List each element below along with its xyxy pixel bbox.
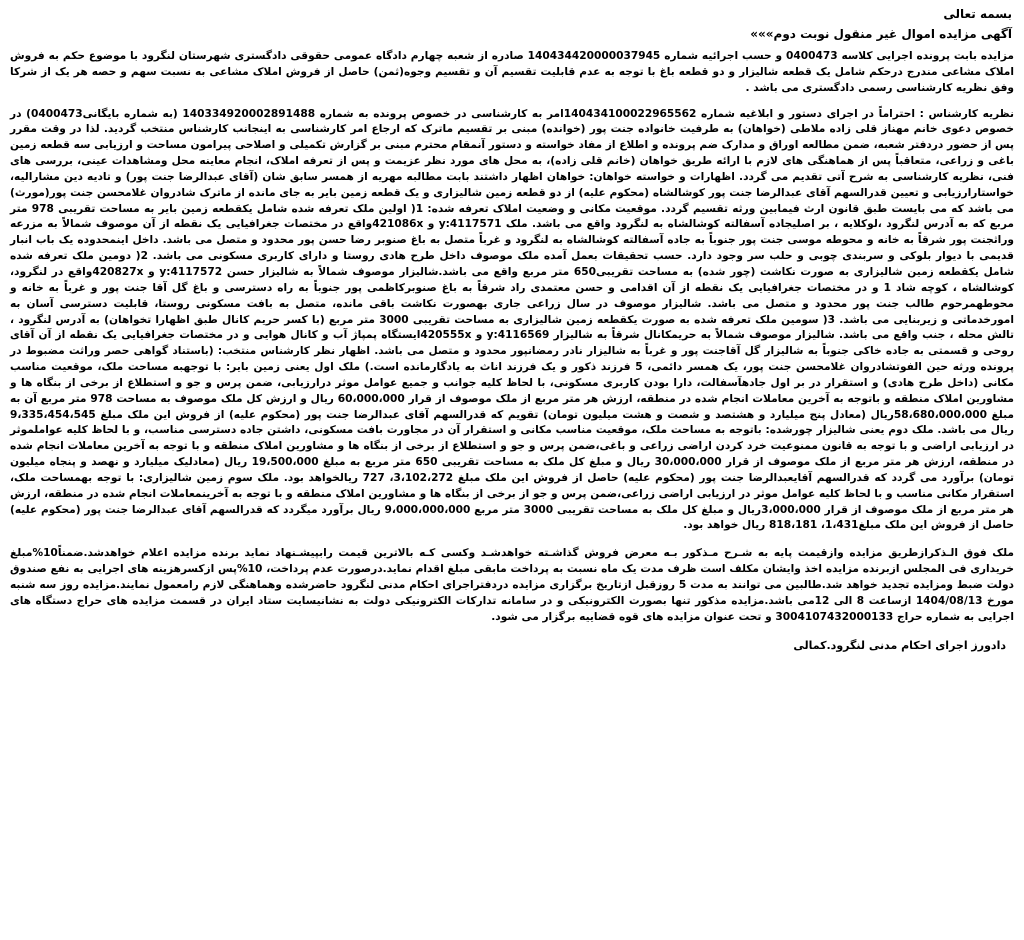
signature-line: دادورز اجرای احکام مدنی لنگرود.کمالی — [793, 638, 1006, 652]
auction-terms-paragraph: ملک فوق الـذکرازطریق مزایده وازقیمت پایه به شـرح مـذکور بـه معرض فروش گذاشـته خواهدشـد وکسی کـه بالاترین قیمت رابپیشـنهاد نماید برنده مزایده اعلام خواهدشد.ضمناً10%مبلغ خریداری فی المجلس ازبرنده مزایده اخذ وایشان مکلف است ظرف مدت یک ماه نسبت به پرداخت مابقی مبلغ اقدام نماید.درصورت عدم پرداخت، 10%پس ازکسرهزینه های اجرایی به نفع صندوق دولت ضبط ومزایده تجدید خواهد شد.طالبین می توانند به مدت 5 روزقبل ازتاریخ برگزاری مزایده دردفتراجرای احکام مدنی لنگرود حاضرشده وهماهنگی لازم رامعمول نمایند.مزایده روز سه شنبه مورخ 1404/08/13 ازساعت 8 الی 12می باشد.مزایده مذکور تنها بصورت الکترونیکی و در سامانه تدارکات الکترونیکی دولت به نشانیسایت ستاد ایران در قسمت مزایده های حراج دستگاه های اجرایی به شماره حراج 3004107432000133 و تحت عنوان مزایده های قوه قضاییه برگزار می شود. — [10, 547, 1014, 623]
auction-notice-document — [10, 0, 1014, 932]
expert-report-paragraph: نظریه کارشناس : احتراماً در اجرای دستور و ابلاغیه شماره 140434100022965562امر به کارشناسی در خصوص پرونده به شماره 140334920002891488 (به شماره بایگانی0400473) در خصوص دعوی خانم مهناز قلی زاده ملاطی (خواهان) به طرفیت خانواده جنت پور (خوانده) مبنی بر تقسیم ماترک که ارجاع امر کارشناسی به اینجانب کارشناس منتخب گردید. لذا در وقت مقرر پس از حضور دردفتر شعبه، ضمن مطالعه اوراق و مدارک ضم پرونده و اطلاع از مفاد خواسته و دستور آنمقام محترم مبنی بر گزارش تکمیلی و اصلاحی پیرامون مساحت و ارزیابی سه قطعه زمین باغی و زراعی، متعاقباً پس از هماهنگی های لازم با ارائه طریق خواهان (خانم قلی زاده)، به محل های مورد نظر عزیمت و پس از تعرفه املاک، انجام معاینه محل ومشاهدات عینی، بررسی های فنی، نظریه کارشناسی به شرح آتی تقدیم می گردد. اظهارات و خواسته خواهان: خواهان اظهار داشتند بابت مطالبه مهریه از همسر سابق شان (آقای عبدالرضا جنت پور) و تادیه دین مشارالیه، خواستارارزیابی و تعیین قدرالسهم آقای عبدالرضا جنت پور کوشالشاه (محکوم علیه) از دو قطعه زمین شالیزاری و یک قطعه زمین بایر به جای مانده از ماترک شادروان غلامحسن جنت پور(مورث) می باشد که می بایست طبق قانون ارث فیمابین ورثه تقسیم گردد. موقعیت مکانی و وضعیت املاک تعرفه شده: 1( اولین ملک تعرفه شده شامل یکقطعه زمین بایر به مساحت تقریبی 978 متر مربع که به آدرس لنگرود ،لوکلایه ، بر اصلیجاده آسفالته کوشالشاه به لنگرود واقع می باشد. ملک y:4117571 و 421086xواقع در مختصات جغرافیایی یک نقطه از آن موصوف شمالاً به مزرعه وراثجنت پور شرقاً به خانه و محوطه موسی جنت پور جنوباً به جاده آسفالته کوشالشاه به لنگرود و غرباً متصل به باغ صنوبر رضا حسن پور محدود و متصل می باشد. داخل اینمحدوده یک باب انبار قدیمی با دیوار بلوکی و سربندی چوبی و حلب سر وجود دارد. حسب تحقیقات بعمل آمده ملک موصوف داخل طرح هادی روستا و دارای کاربری مسکونی می باشد. 2( دومین ملک تعرفه شده شامل یکقطعه زمین شالیزاری به صورت نکاشت (چور شده) به مساحت تقریبی650 متر مربع واقع می باشد.شالیزار موصوف شمالاً به شالیزار حسن y:4117572 و 420827xواقع در لنگرود، کوشالشاه ، کوچه شاد 1 و در مختصات جغرافیایی یک نقطه از آن اقدامی و حسن معتمدی راد شرقاً به باغ صنوبرکاظمی پور جنوباً به راه دسترسی و باغ گل آقا جنت پور و غرباً به خانه و محوطهمرحوم طالب جنت پور محدود و متصل می باشد. شالیزار موصوف در سال زراعی جاری بهصورت نکاشت باقی مانده، متصل به بافت مسکونی روستا، قابلیت دسترسی آسان به امورخدماتی و زیربنایی می باشد. 3( سومین ملک تعرفه شده به صورت یکقطعه زمین شالیزاری به مساحت تقریبی 3000 متر مربع (با کسر حریم کانال طبق اظهارا تخواهان) به آدرس لنگرود ، تالش محله ، جنب واقع می باشد. شالیزار موصوف شمالاً به حریمکانال شرقاً به شالیزار y:4116569 و 420555xایستگاه پمپاژ آب و کانال هوایی و در مختصات جغرافیایی یک نقطه از آن آقای روحی و قسمتی به جاده خاکی جنوباً به شالیزار گل آقاجنت پور و غرباً به شالیزار نادر رمضانپور محدود و متصل می باشد. اظهار نظر کارشناس منتخب: (باستناد گواهی حصر وراثت مضبوط در پرونده ورثه حین الفوتشادروان غلامحسن جنت پور، یک همسر دائمی، 5 فرزند ذکور و یک فرزند اناث به یادگارمانده است.) ملک اول یعنی زمین بایر: با توجهبه مساحت ملک، موقعیت مناسب مکانی (داخل طرح هادی) و استقرار در بر اول جادهآسفالت، دارا بودن کاربری مسکونی، با لحاظ کلیه جوانب و جمیع عوامل موثر درارزیابی، ضمن پرس و جو و استطلاع از برخی از بنگاه ها و مشاورین املاک منطقه و باتوجه به آخرین معاملات انجام شده در منطقه، ارزش هر متر مربع از ملک موصوف از قرار 60،000،000 ریال و ارزش کل ملک موصوف به مساحت 978 متر مربع آن به مبلغ 58،680،000،000ریال (معادل پنج میلیارد و هشتصد و شصت و هشت میلیون تومان) تقویم که قدرالسهم آقای عبدالرضا جنت پور (محکوم علیه) از فروش این ملک مبلغ 9،335،454،545 ریال می باشد. ملک دوم یعنی شالیزار چورشده: باتوجه به مساحت ملک، موقعیت مناسب مکانی و استقرار آن در مجاورت بافت مسکونی، داشتن جاده دسترسی مناسب، و با لحاظ کلیه عواملموثر در ارزیابی اراضی و با توجه به قانون ممنوعیت خرد کردن اراضی زراعی و باغی،ضمن پرس و جو و استطلاع از برخی از بنگاه ها و مشاورین املاک منطقه و با توجه به آخرین معاملات انجام شده در منطقه، ارزش هر متر مربع از ملک موصوف از قرار 30،000،000 ریال و مبلغ کل ملک به مساحت تقریبی 650 متر مربع به مبلغ 19،500،000 ریال (معادلیک میلیارد و نهصد و پنجاه میلیون تومان) برآورد می گردد که قدرالسهم آقایعبدالرضا جنت پور (محکوم علیه) حاصل از فروش این ملک مبلغ 3،102،272، 727 ریالخواهد بود. ملک سوم زمین شالیزاری: با توجه بهمساحت ملک، استقرار مکانی مناسب و با لحاظ کلیه عوامل موثر در ارزیابی اراضی زراعی،ضمن پرس و جو از برخی از بنگاه ها و مشاورین املاک منطقه و با توجه به آخرینمعاملات انجام شده در منطقه، ارزش هر متر مربع از ملک موصوف از قرار 3،000،000ریال و مبلغ کل ملک به مساحت تقریبی 3000 متر مربع 9،000،000،000 ریال برآورد میگردد که قدرالسهم آقای عبدالرضا جنت پور (محکوم علیه) حاصل از فروش این ملک مبلغ1،431، 818،181 ریال خواهد بود. — [10, 107, 1014, 532]
basmala-heading: بسمه تعالی — [943, 7, 1012, 21]
notice-title: آگهی مزایده اموال غیر منقول نوبت دوم»»» — [750, 27, 1012, 41]
intro-paragraph: مزایده بابت پرونده اجرایی کلاسه 0400473 و حسب اجرائیه شماره 140434420000037945 صادره از شعبه چهارم دادگاه عمومی حقوقی دادگستری شهرستان لنگرود با موضوع حکم به فروش املاک مشاعی مندرج درحکم شامل یک قطعه شالیزار و دو قطعه باغ با توجه به عدم قابلیت تقسیم آن و تقسیم وجوه(ثمن) حاصل از فروش املاک مشاعی به نسبت سهم و حصه هر یک از شرکا وفق نظریه کارشناسی رسمی دادگستری می باشد . — [10, 50, 1014, 94]
